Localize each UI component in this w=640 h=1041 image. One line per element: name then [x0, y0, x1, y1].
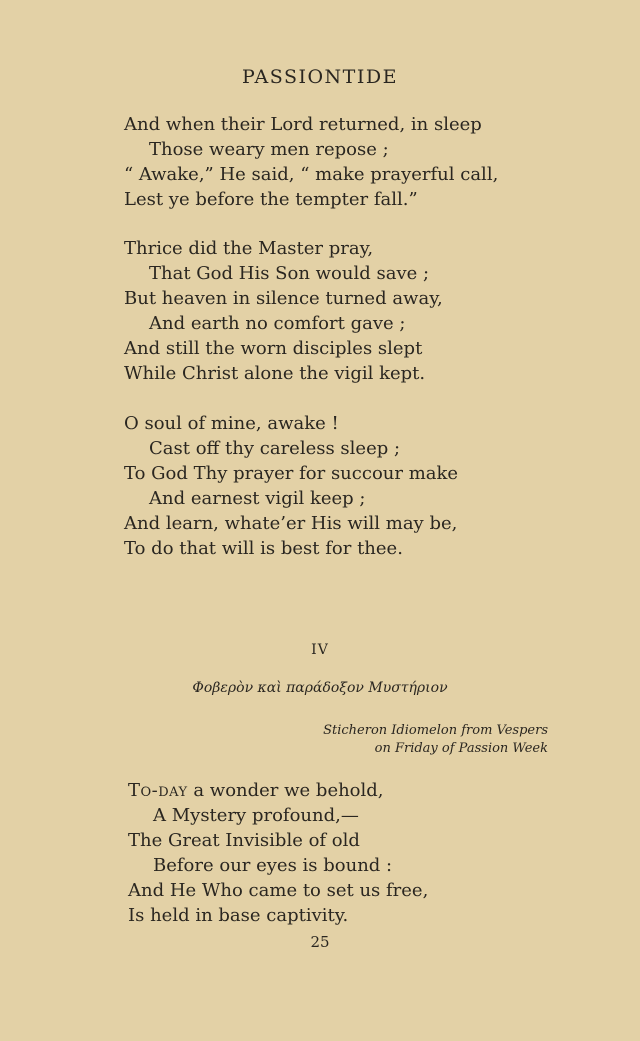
- stanza-1: [124, 112, 498, 212]
- running-head: PASSIONTIDE: [242, 66, 398, 88]
- verse-line: The Great Invisible of old: [128, 830, 360, 851]
- verse-line: Thrice did the Master pray,: [124, 238, 374, 259]
- verse-line: While Christ alone the vigil kept.: [124, 363, 426, 384]
- verse-line: But heaven in silence turned away,: [124, 288, 443, 309]
- verse-line: “ Awake,” He said, “ make prayerful call,: [124, 164, 499, 185]
- verse-line: And earnest vigil keep ;: [149, 488, 366, 509]
- verse-line: A Mystery profound,—: [153, 805, 359, 826]
- source-line-1: Sticheron Idiomelon from Vespers: [323, 723, 548, 738]
- verse-line: And He Who came to set us free,: [128, 880, 429, 901]
- verse-line: Lest ye before the tempter fall.”: [124, 189, 418, 210]
- verse-line: Before our eyes is bound :: [153, 855, 393, 876]
- verse-line: Is held in base captivity.: [128, 905, 349, 926]
- opening-word: To-day: [128, 780, 188, 801]
- verse-line: Cast off thy careless sleep ;: [149, 438, 401, 459]
- stanza-4: [128, 778, 428, 928]
- verse-line: To God Thy prayer for succour make: [124, 463, 459, 484]
- verse-line: And when their Lord returned, in sleep: [124, 114, 482, 135]
- verse-line: [128, 778, 428, 803]
- stanza-2: [124, 236, 443, 386]
- source-attribution: [323, 722, 548, 758]
- stanza-3: [124, 411, 458, 561]
- section-number: IV: [311, 642, 329, 658]
- page-number: 25: [310, 933, 330, 951]
- verse-line: To do that will is best for thee.: [124, 538, 403, 559]
- verse-line: Those weary men repose ;: [149, 139, 389, 160]
- source-line-2: on Friday of Passion Week: [374, 741, 548, 756]
- verse-line: That God His Son would save ;: [149, 263, 430, 284]
- verse-line: And learn, whate’er His will may be,: [124, 513, 458, 534]
- greek-incipit: Φοβερὸν καὶ παράδοξον Μυστήριον: [192, 680, 448, 696]
- verse-line: And still the worn disciples slept: [124, 338, 423, 359]
- verse-line: O soul of mine, awake !: [124, 413, 339, 434]
- verse-line-rest: a wonder we behold,: [187, 780, 384, 801]
- verse-line: And earth no comfort gave ;: [149, 313, 406, 334]
